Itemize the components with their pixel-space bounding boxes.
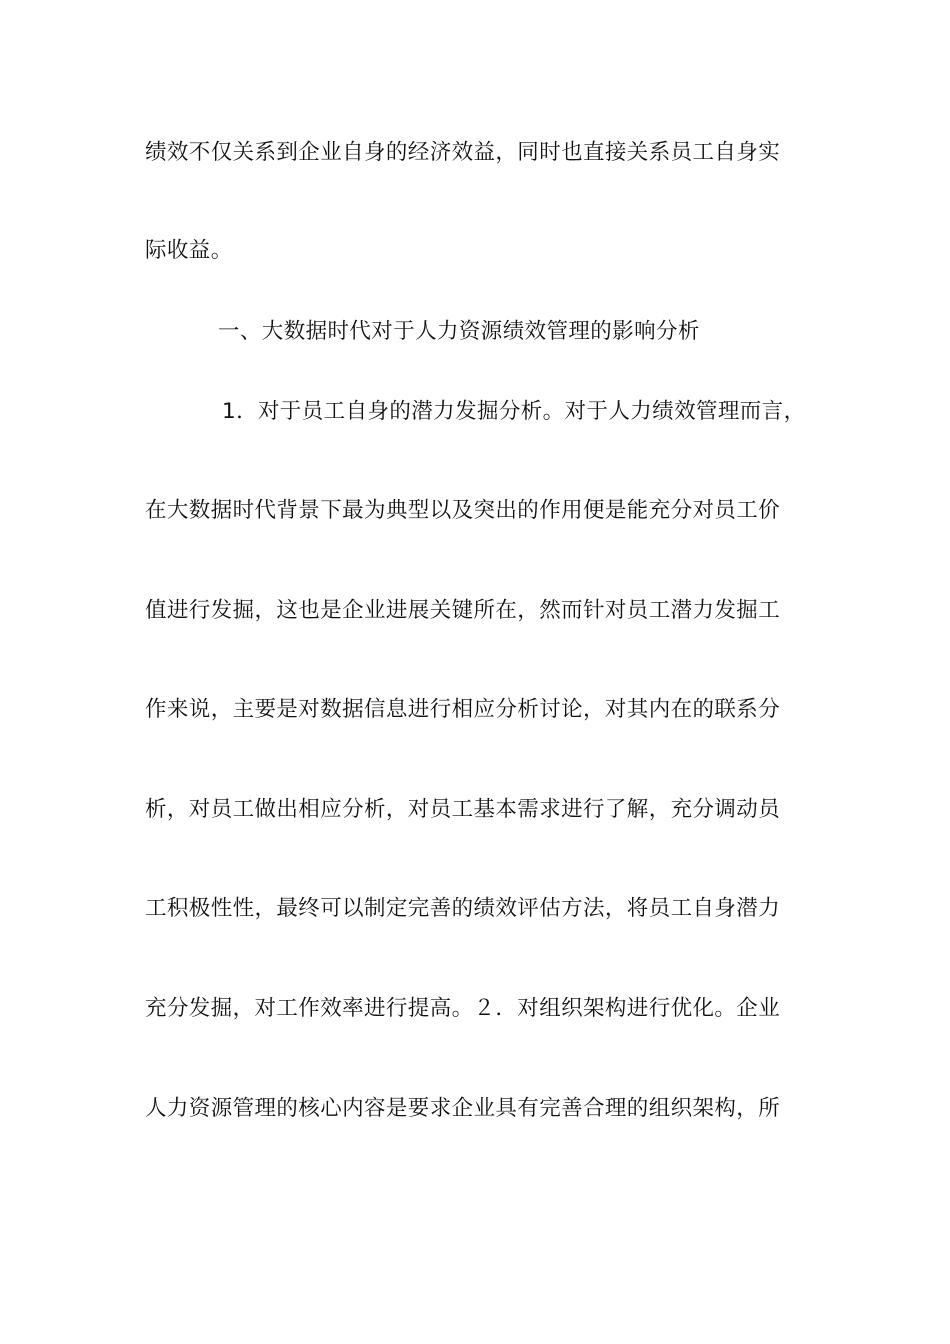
body-text-line: 绩效不仅关系到企业自身的经济效益，同时也直接关系员工自身实 [145, 140, 781, 165]
body-text-line: 人力资源管理的核心内容是要求企业具有完善合理的组织架构，所 [145, 1096, 781, 1121]
body-text-line: 在大数据时代背景下最为典型以及突出的作用便是能充分对员工价 [145, 498, 781, 523]
body-text-line: 1．对于员工自身的潜力发掘分析。对于人力绩效管理而言， [222, 399, 806, 424]
section-heading: 一、大数据时代对于人力资源绩效管理的影响分析 [218, 319, 700, 344]
body-text-line: 析，对员工做出相应分析，对员工基本需求进行了解，充分调动员 [145, 797, 781, 822]
body-text-line: 作来说，主要是对数据信息进行相应分析讨论，对其内在的联系分 [145, 697, 781, 722]
body-text-line: 际收益。 [145, 238, 233, 263]
body-text-line: 值进行发掘，这也是企业进展关键所在，然而针对员工潜力发掘工 [145, 598, 781, 623]
body-text-line: 工积极性性，最终可以制定完善的绩效评估方法，将员工自身潜力 [145, 896, 781, 921]
body-text-line: 充分发掘，对工作效率进行提高。２．对组织架构进行优化。企业 [145, 996, 781, 1021]
